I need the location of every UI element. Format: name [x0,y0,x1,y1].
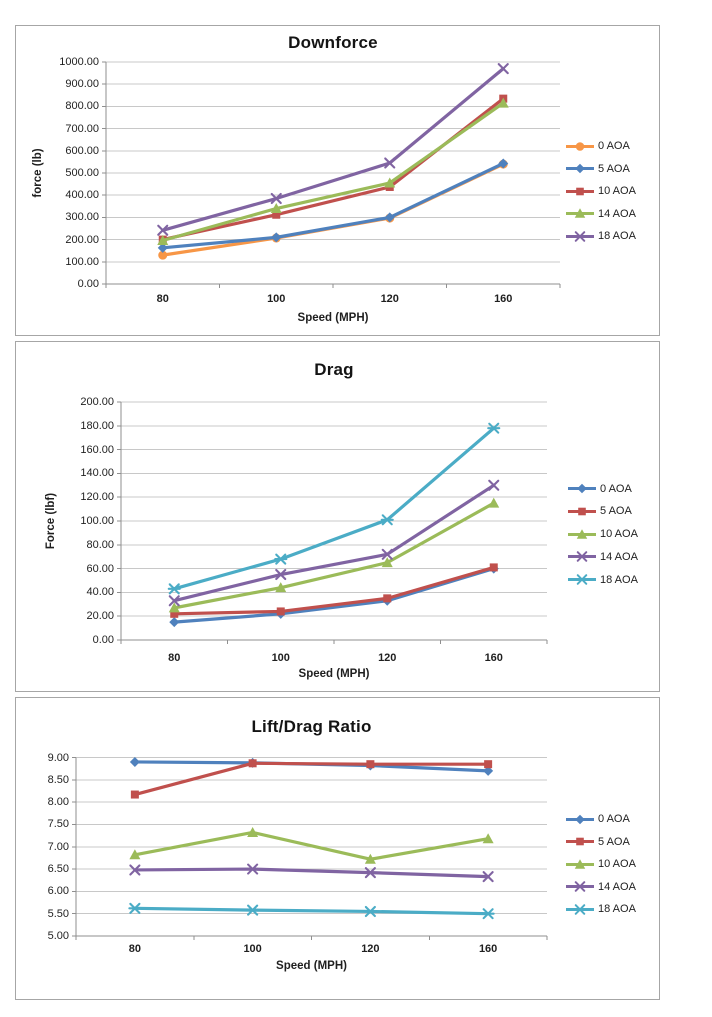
legend-label: 0 AOA [600,482,632,495]
diamond-marker [577,484,587,494]
legend-key-diamond [566,162,594,175]
gridlines [76,758,547,914]
square-marker [277,607,285,615]
asterisk-marker [365,907,376,916]
asterisk-marker [577,575,587,584]
lift-drag-ratio-y-tick-label: 5.00 [47,930,69,942]
downforce-y-tick-label: 100.00 [65,255,99,268]
drag-x-tick-label: 80 [168,652,181,664]
downforce-y-tick-label: 300.00 [65,211,99,224]
circle-marker [576,142,585,151]
asterisk-marker [275,555,286,564]
legend-item-0-aoa [568,481,632,497]
drag-y-axis-title: Force (lbf) [45,492,57,550]
lift-drag-ratio-x-tick-label: 100 [243,943,262,955]
drag-y-tick-label: 120.00 [80,491,114,504]
gridlines [106,62,560,262]
diamond-marker [271,232,281,242]
drag-y-tick-label: 0.00 [92,634,114,646]
x-marker [499,64,508,73]
legend-label: 18 AOA [600,573,638,586]
lift-drag-ratio-chart-title: Lift/Drag Ratio [251,717,372,736]
legend-label: 14 AOA [598,880,636,893]
lift-drag-ratio-y-tick-label: 7.00 [47,840,69,853]
asterisk-marker [382,515,393,524]
drag-y-tick-label: 160.00 [80,443,114,456]
asterisk-marker [129,904,140,913]
diamond-marker [385,212,395,222]
series-14-aoa [170,481,499,605]
series-10-aoa [159,95,508,244]
lift-drag-ratio-y-tick-label: 6.00 [47,885,69,898]
legend-item-5-aoa [566,834,630,850]
legend-key-square [566,185,594,198]
x-marker [489,481,498,490]
drag-x-tick-label: 100 [271,652,290,664]
drag-y-tick-label: 200.00 [80,396,114,408]
lift-drag-ratio-x-tick-label: 80 [128,943,141,955]
legend-key-diamond [568,482,596,495]
drag-y-tick-label: 180.00 [80,419,114,432]
legend-key-triangle [566,207,594,220]
lift-drag-ratio-y-tick-label: 7.50 [47,818,69,831]
legend-item-18-aoa [566,901,636,917]
downforce-y-tick-label: 200.00 [65,233,99,246]
lift-drag-ratio-chart-panel [15,697,660,1000]
downforce-chart-title: Downforce [288,33,378,52]
downforce-y-tick-label: 800.00 [65,100,99,113]
downforce-y-tick-label: 500.00 [65,167,99,179]
series-18-aoa [158,64,508,235]
legend-key-square [568,505,596,518]
legend-item-18-aoa [566,228,636,244]
asterisk-marker [575,905,585,914]
legend-label: 5 AOA [600,505,632,518]
legend-key-diamond [566,813,594,826]
square-marker [576,838,584,846]
series-10-aoa [129,827,493,864]
legend-item-10-aoa [568,526,638,542]
legend-key-circle [566,140,594,153]
downforce-y-tick-label: 600.00 [65,144,99,157]
downforce-plot [16,26,659,335]
legend-label: 18 AOA [598,903,636,915]
drag-y-tick-label: 20.00 [86,610,114,623]
legend-label: 0 AOA [598,140,630,152]
downforce-x-tick-label: 160 [494,293,513,305]
legend-label: 10 AOA [598,185,636,197]
drag-chart-panel [15,341,660,692]
drag-x-tick-label: 120 [378,652,397,664]
downforce-y-tick-label: 1000.00 [59,56,99,68]
triangle-marker [488,498,499,508]
legend-item-14-aoa [566,879,636,895]
square-marker [490,563,498,571]
square-marker [131,791,139,799]
legend-key-x [566,880,594,893]
downforce-y-tick-label: 400.00 [65,189,99,202]
downforce-x-axis-title: Speed (MPH) [297,312,369,324]
legend-key-triangle [568,528,596,541]
square-marker [366,760,374,768]
legend-item-14-aoa [566,206,636,222]
lift-drag-ratio-y-tick-label: 9.00 [47,751,69,764]
series-14-aoa [130,865,492,882]
downforce-x-tick-label: 80 [156,293,169,305]
lift-drag-ratio-x-tick-label: 160 [478,943,498,955]
downforce-y-tick-label: 0.00 [77,278,99,290]
series-5-aoa [131,759,492,798]
legend-item-5-aoa [568,503,632,519]
lift-drag-ratio-x-axis-title: Speed (MPH) [276,960,347,972]
downforce-y-axis-title: force (lb) [32,148,44,198]
downforce-chart-panel [15,25,660,336]
series-18-aoa [129,904,493,918]
square-marker [484,760,492,768]
diamond-marker [169,617,179,627]
legend-label: 10 AOA [598,858,636,870]
drag-y-tick-label: 60.00 [86,562,114,575]
legend-key-square [566,835,594,848]
downforce-y-tick-label: 700.00 [65,122,99,135]
legend-key-x [568,550,596,563]
lift-drag-ratio-x-tick-label: 120 [361,943,380,955]
legend-label: 0 AOA [598,813,630,825]
asterisk-marker [483,909,494,918]
drag-y-tick-label: 100.00 [80,515,114,527]
legend-key-asterisk [566,903,594,916]
legend-label: 14 AOA [600,550,638,563]
legend-label: 5 AOA [598,835,630,848]
legend-key-x [566,230,594,243]
drag-y-tick-label: 80.00 [86,538,114,551]
diamond-marker [575,814,585,824]
lift-drag-ratio-y-tick-label: 5.50 [47,907,69,920]
asterisk-marker [488,424,499,433]
downforce-x-tick-label: 120 [380,293,399,305]
lift-drag-ratio-y-tick-label: 8.00 [47,796,69,809]
drag-chart-title: Drag [314,360,354,379]
series-14-aoa [157,98,509,245]
legend-label: 18 AOA [598,230,636,242]
lift-drag-ratio-y-tick-label: 6.50 [47,863,69,876]
legend-item-18-aoa [568,572,638,588]
legend-label: 14 AOA [598,207,636,220]
downforce-x-tick-label: 100 [267,293,286,305]
legend-item-0-aoa [566,811,630,827]
legend-item-0-aoa [566,138,630,154]
legend-label: 10 AOA [600,528,638,540]
drag-y-tick-label: 140.00 [80,467,114,480]
square-marker [578,507,586,515]
legend-item-10-aoa [566,183,636,199]
lift-drag-ratio-y-tick-label: 8.50 [47,773,69,786]
downforce-y-tick-label: 900.00 [65,78,99,91]
diamond-marker [575,164,585,174]
legend-key-asterisk [568,573,596,586]
legend-item-14-aoa [568,549,638,565]
series-0-aoa [130,757,493,776]
legend-label: 5 AOA [598,162,630,175]
drag-y-tick-label: 40.00 [86,586,114,599]
legend-key-triangle [566,858,594,871]
series-0-aoa [169,564,499,628]
square-marker [576,187,584,195]
square-marker [383,594,391,602]
drag-x-axis-title: Speed (MPH) [298,668,370,680]
square-marker [249,759,257,767]
diamond-marker [130,757,140,767]
legend-item-10-aoa [566,856,636,872]
drag-x-tick-label: 160 [484,652,503,664]
legend-item-5-aoa [566,161,630,177]
